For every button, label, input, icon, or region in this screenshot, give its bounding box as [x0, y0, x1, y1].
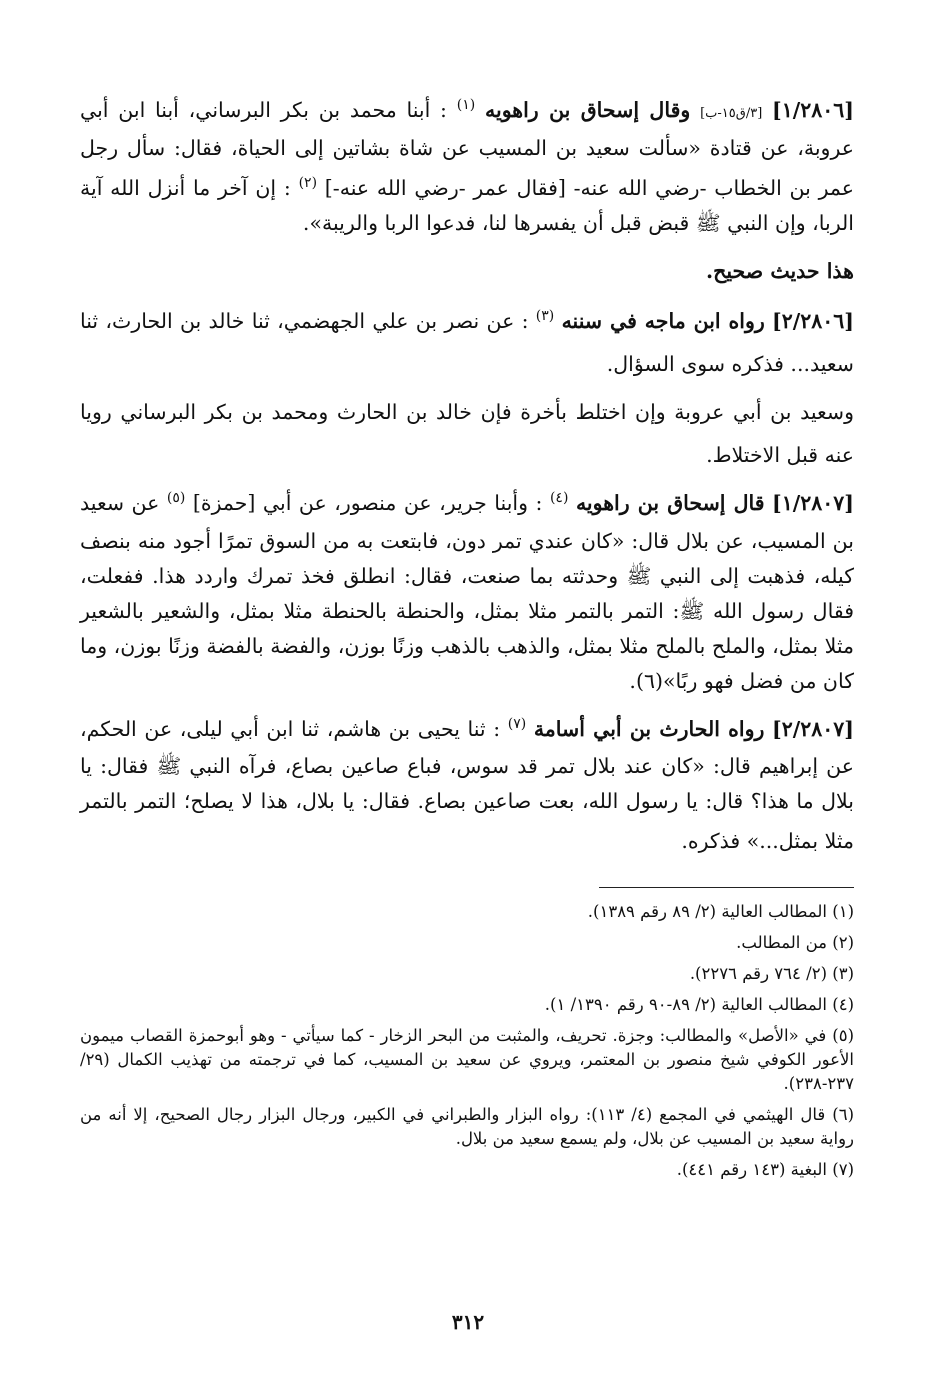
paragraph-text: : عن نصر بن علي الجهضمي، ثنا خالد بن الحارث، ثنا سعيد... فذكره سوى السؤال.	[80, 309, 854, 377]
manuscript-ref: [٣/ق١٥-ب]	[700, 105, 763, 121]
footnote-marker: (٢)	[298, 174, 318, 191]
hadith-paragraph	[80, 88, 854, 241]
lead-text: قال إسحاق بن راهويه	[575, 490, 765, 515]
lead-text: هذا حديث صحيح.	[705, 258, 854, 283]
footnote: (٦) قال الهيثمي في المجمع (٤/ ١١٣): رواه البزار والطبراني في الكبير، ورجال البزار رجال الصحيح، إلا أنه من رواية سعيد بن المسيب عن بلال، ولم يسمع سعيد من بلال.	[80, 1105, 855, 1149]
hadith-paragraph	[80, 299, 854, 382]
lead-text: رواه ابن ماجه في سننه	[561, 309, 765, 334]
footnotes-divider	[599, 887, 854, 888]
hadith-paragraph	[80, 707, 854, 860]
paragraph-text: : أبنا محمد بن بكر البرساني، أبنا ابن أبي عروبة، عن قتادة «سألت سعيد بن المسيب عن شاة بشاتين إلى الحياة، فقال: سأل رجل عمر بن الخطاب -رضي الله عنه- [فقال عمر -رضي الله عنه-]	[80, 97, 854, 200]
paragraph-text-continued: عن سعيد بن المسيب، عن بلال قال: «كان عندي تمر دون، فابتعت به من السوق تمرًا أجود منه بنصف كيله، فذهبت إلى النبي ﷺ وحدثته بما صنعت، فقال: انطلق فخذ تمرك واردد هذا. ففعلت، فقال رسول الله ﷺ: التمر بالتمر مثلا بمثل، والحنطة بالحنطة مثلا بمثل، والشعير بالشعير مثلا بمثل، والملح بالملح مثلا بمثل، والذهب بالذهب وزنًا بوزن، والفضة بالفضة وزنًا بوزن، وما كان من فضل فهو ربًا»(٦).	[80, 490, 854, 693]
hadith-number: [٢/٢٨٠٧]	[772, 716, 854, 741]
footnote-marker: (٤)	[549, 489, 569, 506]
hadith-paragraph	[80, 390, 854, 473]
hadith-number: [١/٢٨٠٦]	[772, 97, 854, 122]
lead-text: رواه الحارث بن أبي أسامة	[533, 716, 765, 741]
paragraph-text-continued: : إن آخر ما أنزل الله آية الربا، وإن النبي ﷺ قبض قبل أن يفسرها لنا، فدعوا الربا والريبة».	[80, 175, 854, 235]
footnote: (٧) البغية (١٤٣ رقم ٤٤١).	[676, 1160, 854, 1180]
hadith-paragraph	[80, 481, 854, 699]
hadith-number: [٢/٢٨٠٦]	[772, 309, 854, 334]
hadith-number: [١/٢٨٠٧]	[772, 490, 854, 515]
footnote: (٢) من المطالب.	[736, 933, 854, 953]
lead-text: وقال إسحاق بن راهويه	[485, 97, 691, 122]
footnote: (٥) في «الأصل» والمطالب: وجزة. تحريف، والمثبت من البحر الزخار - كما سيأتي - وهو أبوحمزة القصاب ميمون الأعور الكوفي شيخ منصور بن المعتمر، ويروي عن سعيد بن المسيب، كما في ترجمته من تهذيب الكمال (٢٩/ ٢٣٧-٢٣٨).	[80, 1026, 854, 1094]
footnote-marker: (٥)	[166, 489, 186, 506]
page-number: ٣١٢	[451, 1310, 485, 1334]
footnotes	[80, 900, 854, 1182]
footnote-marker: (١)	[456, 97, 476, 113]
paragraph-text: : ثنا يحيى بن هاشم، ثنا ابن أبي ليلى، عن الحكم، عن إبراهيم قال: «كان عند بلال تمر قد سوس، فباع صاعين بصاع، فرآه النبي ﷺ فقال: يا بلال ما هذا؟ قال: يا رسول الله، بعت صاعين بصاع. فقال: يا بلال، هذا لا يصلح؛ التمر بالتمر مثلا بمثل...» فذكره.	[80, 716, 854, 854]
paragraph-text: : وأبنا جرير، عن منصور، عن أبي [حمزة]	[192, 490, 543, 515]
footnote-marker: (٣)	[535, 308, 555, 325]
footnote: (١) المطالب العالية (٢/ ٨٩ رقم ١٣٨٩).	[587, 902, 854, 922]
footnote: (٣) (٢/ ٧٦٤ رقم ٢٢٧٦).	[689, 964, 854, 984]
main-text	[80, 88, 854, 859]
footnote: (٤) المطالب العالية (٢/ ٨٩-٩٠ رقم ١٣٩٠/ ١).	[544, 995, 854, 1015]
paragraph-text: وسعيد بن أبي عروبة وإن اختلط بأخرة فإن خالد بن الحارث ومحمد بن بكر البرساني رويا عنه قبل الاختلاط.	[80, 399, 854, 467]
hadith-paragraph	[80, 249, 854, 292]
footnote-marker: (٧)	[507, 715, 527, 732]
